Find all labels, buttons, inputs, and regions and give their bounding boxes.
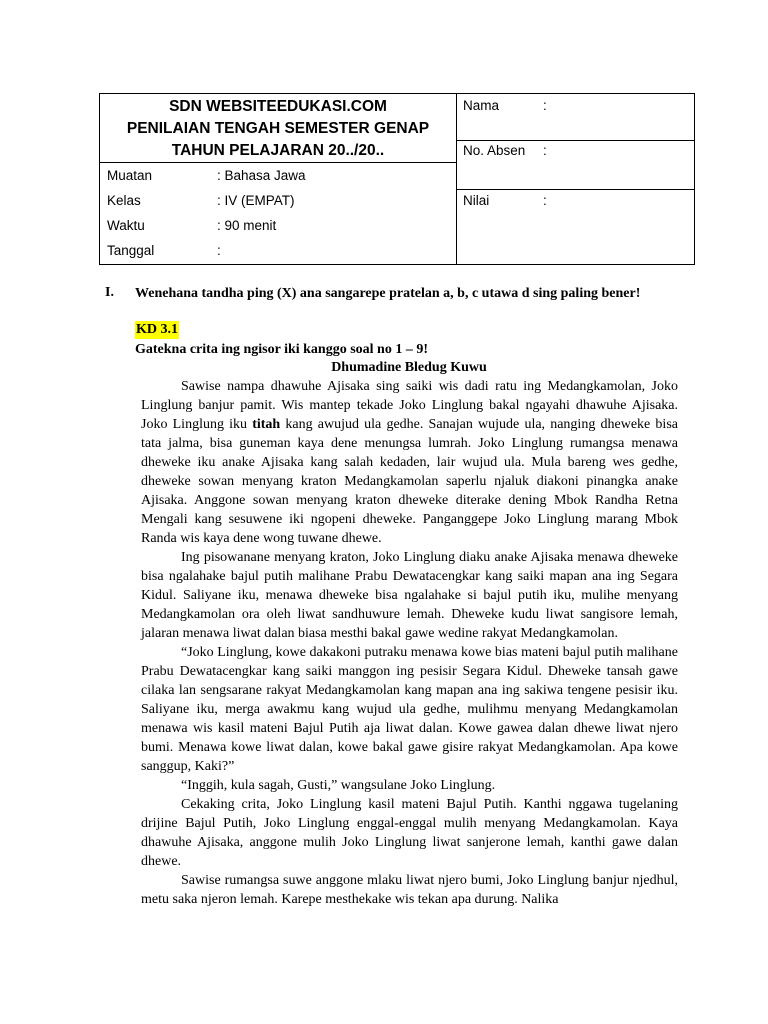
paragraph-text: kang awujud ula gedhe. Sanajan wujude ula, nanging dheweke bisa tata jalma, bisa guneman kaya dene menungsa lumrah. Joko Linglung rumangsa menawa dheweke iku anake Ajisaka kang salah kedaden, lair wujud ula. Mula bareng wes gedhe, dheweke sowan menyang kraton Medangkamolan saperlu njaluk diakoni pinangka anake Ajisaka. Anggone sowan menyang kraton dheweke diterake dening Mbok Randha Retna Mengali kang sesuwene iki ngopeni dheweke. Panganggepe Joko Linglung marang Mbok Randa wis kaya dene wong tuwane dhewe. <box>141 417 678 546</box>
field-label: Kelas <box>107 193 141 208</box>
story-paragraph: “Joko Linglung, kowe dakakoni putraku menawa kowe bias mateni bajul putih malihane Prabu Dewatacengkar kang saiki manggon ing pesisir Segara Kidul. Dheweke tansah gawe cilaka lan sengsarane rakyat Medangkamolan kang mapan ana ing sakiwa tengene pesisir iku. Saliyane iku, merga awakmu kang wujud ula gedhe, mulihmu menyang Medangkamolan menawa wis kasil mateni Bajul Putih aja liwat dalan. Kowe gawea dalan dhewe liwat njero bumi. Menawa kowe liwat dalan, kowe bakal gawe gisire rakyat Medangkamolan. Apa kowe sanggup, Kaki?” <box>141 645 678 774</box>
exam-title: PENILAIAN TENGAH SEMESTER GENAP <box>126 120 430 137</box>
field-tanggal <box>107 243 221 259</box>
reading-instruction: Gatekna crita ing ngisor iki kanggo soal no 1 – 9! <box>135 342 429 357</box>
bold-word: titah <box>252 417 281 432</box>
field-no-absen <box>463 143 547 159</box>
field-label: Nama <box>463 98 500 113</box>
field-label: Tanggal <box>107 243 155 258</box>
school-name: SDN WEBSITEEDUKASI.COM <box>169 98 387 115</box>
field-value: : <box>543 193 547 208</box>
story-paragraph: Ing pisowanane menyang kraton, Joko Linglung diaku anake Ajisaka menawa dheweke bisa ngalahake bajul putih malihane Prabu Dewatacengkar kang saiki mapan ana ing Segara Kidul. Saliyane iku, menawa dheweke bisa ngalahake si bajul putih iku, mulihe menyang Medangkamolan ora oleh liwat sandhuwure lemah. Dheweke kudu liwat sangisore lemah, jalaran menawa liwat dalan biasa mesthi bakal gawe wedine rakyat Medangkamolan. <box>141 550 678 641</box>
story-paragraph: Sawise rumangsa suwe anggone mlaku liwat njero bumi, Joko Linglung banjur njedhul, metu saka njeron lemah. Karepe mesthekake wis tekan apa durung. Nalika <box>141 873 678 907</box>
field-label: Nilai <box>463 193 490 208</box>
school-heading <box>100 96 456 162</box>
field-label: No. Absen <box>463 143 526 158</box>
field-nama <box>463 98 547 114</box>
story-text <box>141 377 678 909</box>
field-value: : <box>543 143 547 158</box>
story-paragraph: Cekaking crita, Joko Linglung kasil mateni Bajul Putih. Kanthi nggawa tugelaning drijine Bajul Putih, Joko Linglung enggal-enggal mulih menyang Medangkamolan. Kaya dhawuhe Ajisaka, anggone mulih Joko Linglung liwat sanjerone lemah, kanthi gawe dalan dhewe. <box>141 797 678 869</box>
kd-label: KD 3.1 <box>136 322 178 337</box>
header-table <box>99 93 695 265</box>
table-divider <box>456 94 457 264</box>
field-value: : <box>217 243 221 258</box>
story-paragraph <box>141 377 678 548</box>
field-value: : 90 menit <box>217 218 277 233</box>
table-divider <box>456 140 694 141</box>
section-instruction: Wenehana tandha ping (X) ana sangarepe pratelan a, b, c utawa d sing paling bener! <box>135 286 641 301</box>
field-muatan <box>107 168 306 184</box>
table-divider <box>100 162 456 163</box>
field-value: : Bahasa Jawa <box>217 168 306 183</box>
story-paragraph: “Inggih, kula sagah, Gusti,” wangsulane Joko Linglung. <box>181 778 496 793</box>
table-divider <box>456 189 694 190</box>
field-waktu <box>107 218 276 234</box>
field-value: : <box>543 98 547 113</box>
section-number: I. <box>105 285 114 300</box>
story-title: Dhumadine Bledug Kuwu <box>331 360 487 375</box>
paragraph-text: Sawise nampa dhawuhe Ajisaka sing saiki wis dadi ratu ing Medangkamolan, Joko Linglung banjur pamit. Wis mantep tekade Joko Linglung bakal ngayahi dhawuhe Ajisaka. Joko Linglung iku <box>141 379 678 432</box>
field-value: : IV (EMPAT) <box>217 193 295 208</box>
field-kelas <box>107 193 295 209</box>
field-label: Muatan <box>107 168 153 183</box>
field-label: Waktu <box>107 218 145 233</box>
academic-year: TAHUN PELAJARAN 20../20.. <box>171 142 385 159</box>
field-nilai <box>463 193 547 209</box>
